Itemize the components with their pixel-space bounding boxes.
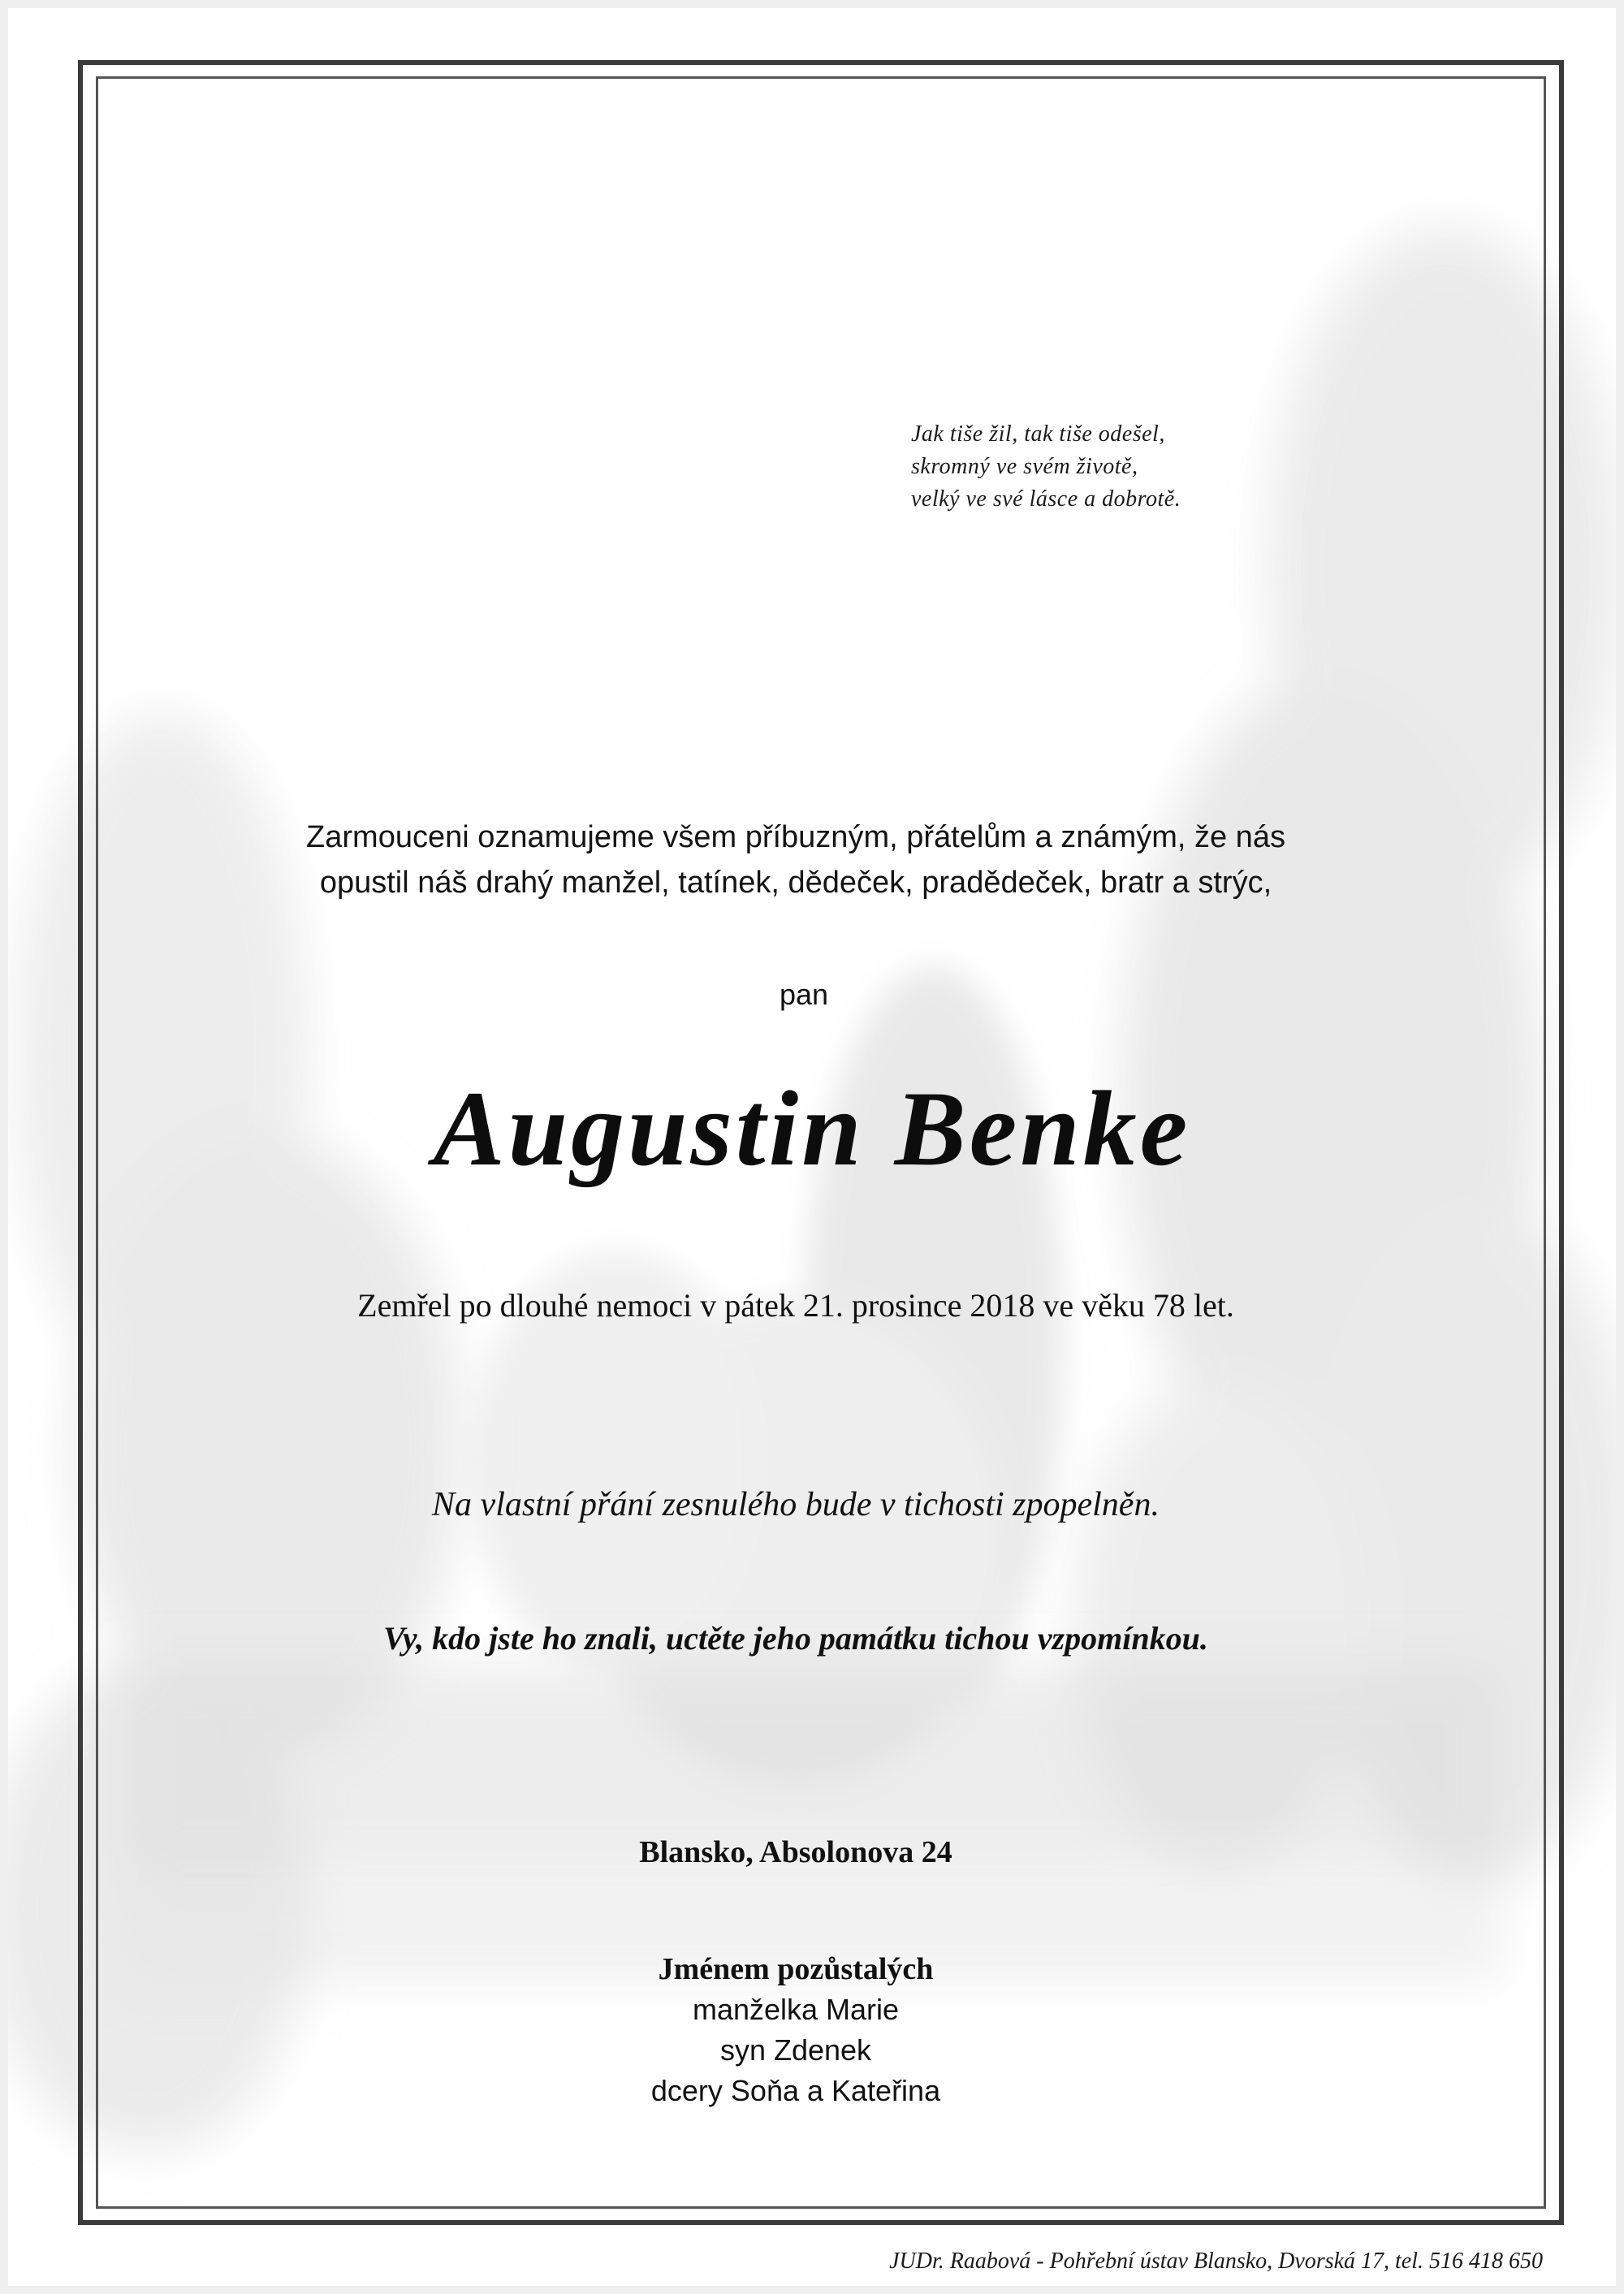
remembrance-note: Vy, kdo jste ho znali, uctěte jeho památku tichou vzpomínkou. xyxy=(383,1620,1208,1657)
cremation-note: Na vlastní přání zesnulého bude v tichosti zpopelněn. xyxy=(432,1486,1160,1523)
announcement-paragraph xyxy=(203,814,1389,905)
motto-line: velký ve své lásce a dobrotě. xyxy=(911,486,1181,512)
funeral-home-footer: JUDr. Raabová - Pohřební ústav Blansko, Dvorská 17, tel. 516 418 650 xyxy=(889,2249,1543,2274)
salutation: pan xyxy=(779,978,829,1011)
deceased-name: Augustin Benke xyxy=(433,1069,1191,1188)
family-member: manželka Marie xyxy=(692,1993,900,2026)
family-member: syn Zdenek xyxy=(719,2033,872,2067)
motto-line: Jak tiše žil, tak tiše odešel, xyxy=(911,421,1165,447)
address: Blansko, Absolonova 24 xyxy=(639,1835,952,1869)
family-signature xyxy=(365,1949,1226,2111)
motto-verse xyxy=(911,418,1350,516)
announcement-line: Zarmouceni oznamujeme všem příbuzným, přátelům a známým, že nás xyxy=(306,820,1285,854)
announcement-line: opustil náš drahý manžel, tatínek, dědeček, pradědeček, bratr a strýc, xyxy=(319,866,1272,900)
family-member: dcery Soňa a Kateřina xyxy=(650,2074,941,2107)
motto-line: skromný ve svém životě, xyxy=(911,454,1138,479)
family-heading: Jménem pozůstalých xyxy=(658,1952,934,1986)
death-notice: Zemřel po dlouhé nemoci v pátek 21. prosince 2018 ve věku 78 let. xyxy=(357,1287,1234,1324)
